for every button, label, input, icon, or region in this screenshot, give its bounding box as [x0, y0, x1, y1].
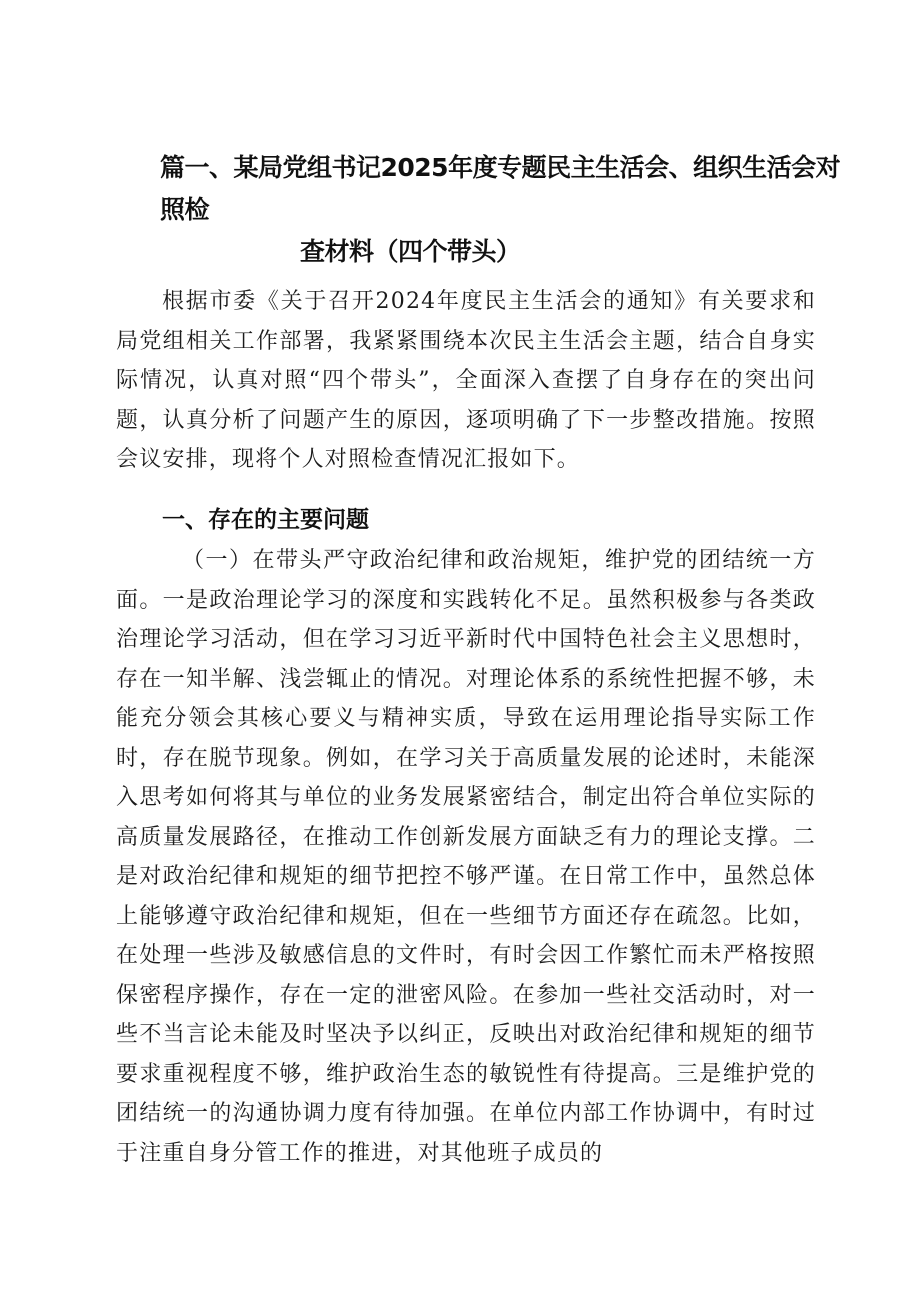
section-paragraph-political-discipline: （一）在带头严守政治纪律和政治规矩，维护党的团结统一方面。一是政治理论学习的深度和实践转化不足。虽然积极参与各类政治理论学习活动，但在学习习近平新时代中国特色社会主义思想时，存在一知半解、浅尝辄止的情况。对理论体系的系统性把握不够，未能充分领会其核心要义与精神实质，导致在运用理论指导实际工作时，存在脱节现象。例如，在学习关于高质量发展的论述时，未能深入思考如何将其与单位的业务发展紧密结合，制定出符合单位实际的高质量发展路径，在推动工作创新发展方面缺乏有力的理论支撑。二是对政治纪律和规矩的细节把控不够严谨。在日常工作中，虽然总体上能够遵守政治纪律和规矩，但在一些细节方面还存在疏忽。比如，在处理一些涉及敏感信息的文件时，有时会因工作繁忙而未严格按照保密程序操作，存在一定的泄密风险。在参加一些社交活动时，对一些不当言论未能及时坚决予以纠正，反映出对政治纪律和规矩的细节要求重视程度不够，维护政治生态的敏锐性有待提高。三是维护党的团结统一的沟通协调力度有待加强。在单位内部工作协调中，有时过于注重自身分管工作的推进，对其他班子成员的: [116, 548, 816, 1166]
document-title: [160, 147, 860, 273]
section-heading-problems: 一、存在的主要问题: [162, 507, 369, 533]
title-line-1: 篇一、某局党组书记2025年度专题民主生活会、组织生活会对照检: [160, 153, 841, 224]
title-line-2: 查材料（四个带头）: [300, 237, 521, 266]
intro-paragraph: 根据市委《关于召开2024年度民主生活会的通知》有关要求和局党组相关工作部署，我紧紧围绕本次民主生活会主题，结合自身实际情况，认真对照“四个带头”，全面深入查摆了自身存在的突出问题，认真分析了问题产生的原因，逐项明确了下一步整改措施。按照会议安排，现将个人对照检查情况汇报如下。: [116, 289, 816, 472]
